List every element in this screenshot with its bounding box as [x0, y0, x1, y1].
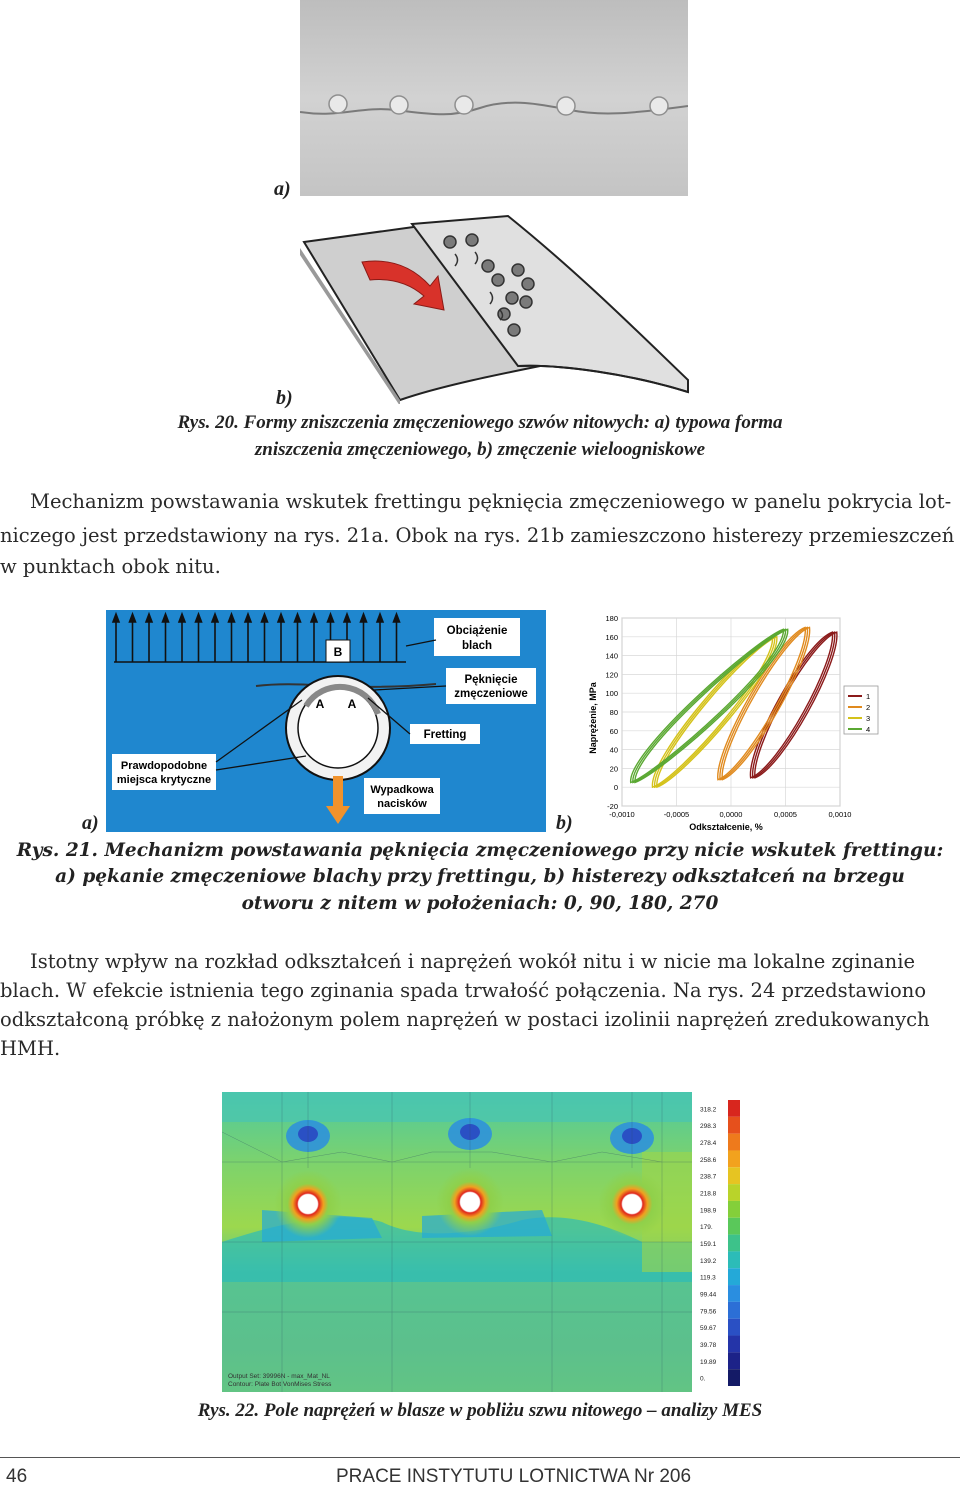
- fem-footer-line2: Contour: Plate Bot VonMises Stress: [228, 1381, 332, 1388]
- scale-value-label: 0.: [700, 1375, 706, 1383]
- y-tick-label: 40: [609, 745, 618, 755]
- scale-swatch: [728, 1352, 740, 1369]
- figure21b-chart: [582, 608, 882, 836]
- y-tick-label: 160: [605, 632, 618, 642]
- figure20-label-b: b): [276, 387, 293, 409]
- scale-value-label: 59.67: [700, 1325, 717, 1333]
- figure20a-photo: [300, 0, 688, 196]
- chart-ylabel: Naprężenie, MPa: [588, 682, 598, 754]
- scale-swatch: [728, 1100, 740, 1117]
- load-label-1: Obciążenie: [446, 625, 508, 637]
- paragraph-2-line-3: odkształconą próbkę z nałożonym polem naprężeń w postaci izolinii naprężeń zredukowanych: [0, 1008, 930, 1031]
- chart-xlabel: Odkształcenie, %: [689, 822, 763, 832]
- scale-value-label: 218.8: [700, 1190, 717, 1198]
- scale-swatch: [728, 1218, 740, 1235]
- paragraph-2-line-1: Istotny wpływ na rozkład odkształceń i naprężeń wokół nitu i w nicie ma lokalne zginanie: [30, 950, 916, 973]
- scale-swatch: [728, 1167, 740, 1184]
- legend-label-3: 3: [866, 714, 871, 723]
- figure21-caption-line2: a) pękanie zmęczeniowe blachy przy frettingu, b) histerezy odkształceń na brzegu: [55, 866, 905, 887]
- scale-swatch: [728, 1268, 740, 1285]
- x-tick-label: 0,0005: [774, 810, 797, 819]
- paragraph-1-line-2: niczego jest przedstawiony na rys. 21a. Obok na rys. 21b zamieszczono histerezy przemieszczeń: [0, 524, 955, 547]
- figure21-caption-line3: otworu z nitem w położeniach: 0, 90, 180, 270: [241, 893, 719, 914]
- paragraph-1-line-1: Mechanizm powstawania wskutek frettingu pęknięcia zmęczeniowego w panelu pokrycia lot-: [30, 490, 952, 513]
- figure21a-diagram: [106, 610, 546, 832]
- x-tick-label: 0,0010: [828, 810, 852, 819]
- y-tick-label: -20: [607, 802, 618, 811]
- legend-label-1: 1: [866, 692, 871, 701]
- point-a1-label: A: [315, 697, 325, 711]
- scale-swatch: [728, 1285, 740, 1302]
- scale-swatch: [728, 1184, 740, 1201]
- paragraph-2-line-2: blach. W efekcie istnienia tego zginania spada trwałość połączenia. Na rys. 24 przedstawiono: [0, 979, 927, 1002]
- figure20-caption-line1: Rys. 20. Formy zniszczenia zmęczeniowego szwów nitowych: a) typowa forma: [177, 412, 783, 433]
- paragraph-2-line-4: HMH.: [0, 1037, 61, 1060]
- figure20-label-a: a): [274, 178, 291, 200]
- scale-swatch: [728, 1336, 740, 1353]
- pressure-label-1: Wypadkowa: [370, 784, 434, 796]
- figure22-fem-plot: [222, 1092, 746, 1392]
- y-tick-label: 80: [609, 708, 618, 717]
- critical-label-2: miejsca krytyczne: [116, 774, 212, 786]
- y-tick-label: 180: [605, 614, 618, 623]
- y-tick-label: 60: [609, 726, 618, 736]
- point-a2-label: A: [347, 697, 357, 711]
- scale-value-label: 19.89: [700, 1358, 717, 1366]
- scale-swatch: [728, 1319, 740, 1336]
- scale-value-label: 238.7: [700, 1173, 717, 1181]
- scale-value-label: 298.3: [700, 1123, 717, 1131]
- critical-label-1: Prawdopodobne: [120, 760, 208, 772]
- scale-swatch: [728, 1201, 740, 1218]
- scale-swatch: [728, 1369, 740, 1386]
- paragraph-1: [30, 488, 960, 515]
- chart-legend: [844, 686, 878, 734]
- x-tick-label: -0,0005: [663, 810, 690, 819]
- scale-value-label: 99.44: [700, 1291, 717, 1299]
- scale-value-label: 139.2: [700, 1257, 717, 1265]
- figure21-label-a: a): [82, 812, 99, 834]
- crack-label-1: Pęknięcie: [464, 674, 518, 686]
- scale-value-label: 198.9: [700, 1207, 717, 1215]
- y-tick-label: 0: [613, 783, 618, 793]
- figure20b-illustration: [300, 214, 692, 404]
- crack-label-2: zmęczeniowe: [454, 688, 528, 700]
- x-tick-label: -0,0010: [609, 810, 635, 819]
- scale-value-label: 119.3: [700, 1274, 716, 1282]
- fretting-label: Fretting: [423, 729, 467, 741]
- scale-swatch: [728, 1302, 740, 1319]
- figure21-caption-line1: Rys. 21. Mechanizm powstawania pęknięcia zmęczeniowego przy nicie wskutek frettingu:: [16, 840, 944, 861]
- figure21-label-b: b): [556, 812, 573, 834]
- y-tick-label: 140: [605, 651, 618, 661]
- y-tick-label: 20: [609, 764, 618, 774]
- figure20-caption-line2: zniszczenia zmęczeniowego, b) zmęczenie wieloogniskowe: [254, 439, 706, 460]
- legend-label-4: 4: [866, 725, 871, 734]
- load-label-2: blach: [461, 640, 493, 652]
- y-tick-label: 100: [605, 689, 618, 699]
- scale-swatch: [728, 1251, 740, 1268]
- scale-value-label: 159.1: [700, 1241, 717, 1248]
- scale-value-label: 258.6: [700, 1156, 717, 1164]
- scale-value-label: 278.4: [700, 1140, 717, 1148]
- scale-value-label: 79.56: [700, 1308, 717, 1316]
- scale-swatch: [728, 1117, 740, 1134]
- scale-swatch: [728, 1150, 740, 1167]
- pressure-label-2: nacisków: [377, 798, 427, 810]
- paragraph-1-line-3: w punktach obok nitu.: [0, 555, 221, 578]
- hysteresis-chart-svg: [582, 608, 882, 836]
- y-tick-label: 120: [605, 670, 618, 680]
- x-tick-label: 0,0000: [719, 810, 743, 819]
- point-b-label: B: [333, 645, 343, 659]
- footer-rule: [0, 1457, 960, 1458]
- legend-label-2: 2: [866, 703, 871, 712]
- scale-value-label: 318.2: [700, 1106, 717, 1114]
- scale-swatch: [728, 1134, 740, 1151]
- scale-value-label: 179.: [700, 1224, 713, 1232]
- scale-value-label: 39.78: [700, 1341, 717, 1349]
- journal-name: PRACE INSTYTUTU LOTNICTWA Nr 206: [336, 1466, 692, 1487]
- fem-footer-line1: Output Set: 39996N - max_Mat_NL: [228, 1373, 330, 1380]
- page-number: 46: [6, 1466, 28, 1487]
- figure22-caption: Rys. 22. Pole naprężeń w blasze w pobliżu szwu nitowego – analizy MES: [197, 1400, 763, 1421]
- scale-swatch: [728, 1235, 740, 1252]
